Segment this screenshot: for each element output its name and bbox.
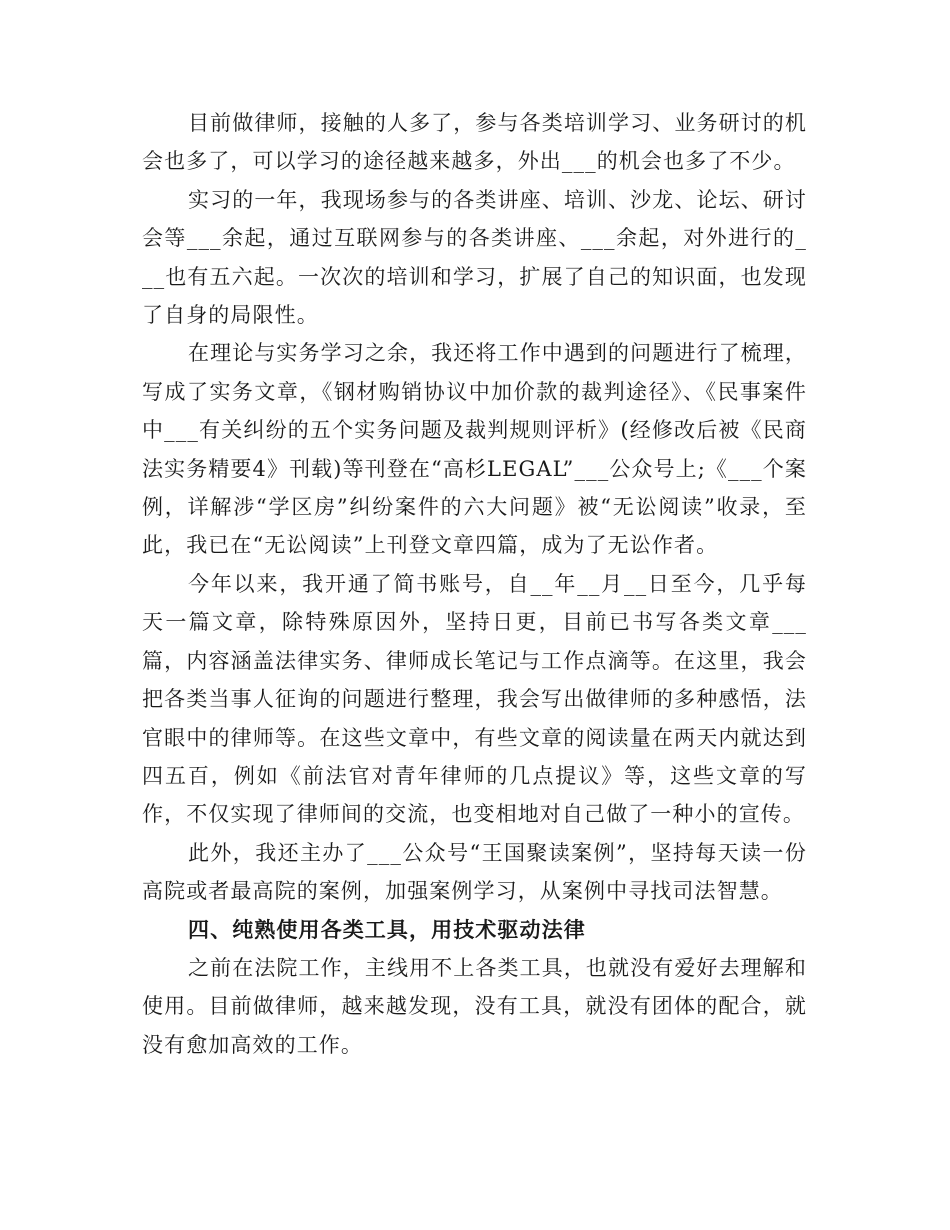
document-body xyxy=(142,104,807,1064)
paragraph-4: 今年以来，我开通了简书账号，自__年__月__日至今，几乎每天一篇文章，除特殊原因外，坚持日更，目前已书写各类文章___篇，内容涵盖法律实务、律师成长笔记与工作点滴等。在这里，我会把各类当事人征询的问题进行整理，我会写出做律师的多种感悟，法官眼中的律师等。在这些文章中，有些文章的阅读量在两天内就达到四五百，例如《前法官对青年律师的几点提议》等，这些文章的写作，不仅实现了律师间的交流，也变相地对自己做了一种小的宣传。 xyxy=(142,571,807,827)
section-heading: 四、纯熟使用各类工具，用技术驱动法律 xyxy=(188,916,586,942)
paragraph-3: 在理论与实务学习之余，我还将工作中遇到的问题进行了梳理，写成了实务文章，《钢材购销协议中加价款的裁判途径》、《民事案件中___有关纠纷的五个实务问题及裁判规则评析》(经修改后被《民商法实务精要4》刊载)等刊登在“高杉LEGAL”___公众号上;《___个案例，详解涉“学区房”纠纷案件的六大问题》被“无讼阅读”收录，至此，我已在“无讼阅读”上刊登文章四篇，成为了无讼作者。 xyxy=(142,341,807,558)
paragraph-5: 此外，我还主办了___公众号“王国聚读案例”，坚持每天读一份高院或者最高院的案例，加强案例学习，从案例中寻找司法智慧。 xyxy=(142,840,807,904)
paragraph-2: 实习的一年，我现场参与的各类讲座、培训、沙龙、论坛、研讨会等___余起，通过互联网参与的各类讲座、___余起，对外进行的___也有五六起。一次次的培训和学习，扩展了自己的知识面，也发现了自身的局限性。 xyxy=(142,187,807,328)
paragraph-1: 目前做律师，接触的人多了，参与各类培训学习、业务研讨的机会也多了，可以学习的途径越来越多，外出___的机会也多了不少。 xyxy=(142,111,807,174)
paragraph-closing: 之前在法院工作，主线用不上各类工具，也就没有爱好去理解和使用。目前做律师，越来越发现，没有工具，就没有团体的配合，就没有愈加高效的工作。 xyxy=(142,955,807,1057)
